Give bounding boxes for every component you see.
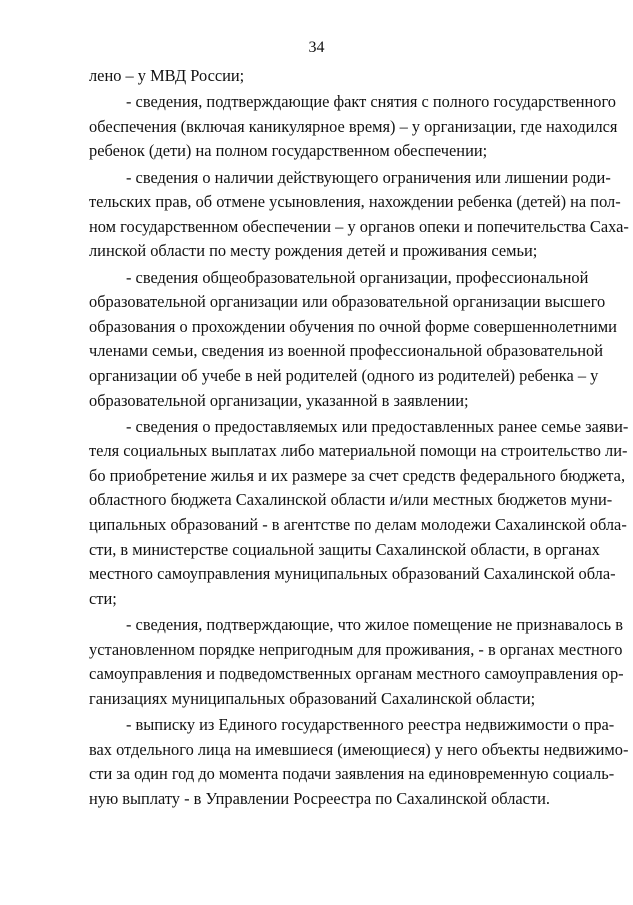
text-line: ребенок (дети) на полном государственном обеспечении; (89, 141, 488, 161)
text-line: - выписку из Единого государственного реестра недвижимости о пра- (126, 715, 615, 734)
text-line: тельских прав, об отмене усыновления, нахождении ребенка (детей) на пол- (89, 192, 621, 212)
text-line: ном государственном обеспечении – у органов опеки и попечительства Саха- (89, 216, 629, 236)
paragraph (89, 613, 624, 711)
text-line: - сведения, подтверждающие факт снятия с полного государственного (126, 92, 616, 112)
text-line: установленном порядке непригодным для проживания, - в органах местного (89, 639, 623, 659)
text-line: сти; (89, 588, 117, 608)
text-line: - сведения о наличии действующего ограничения или лишении роди- (126, 167, 611, 187)
paragraph (89, 64, 587, 89)
text-line: теля социальных выплатах либо материальной помощи на строительство ли- (89, 441, 628, 461)
text-line: членами семьи, сведения из военной профессиональной образовательной (89, 341, 604, 361)
text-line: ную выплату - в Управлении Росреестра по Сахалинской области. (89, 788, 550, 808)
paragraph (89, 90, 618, 164)
text-line: сти, в министерстве социальной защиты Сахалинской области, в органах (89, 539, 600, 559)
paragraph (89, 415, 629, 612)
text-line: - сведения, подтверждающие, что жилое помещение не признавалось в (126, 615, 623, 635)
text-line: местного самоуправления муниципальных образований Сахалинской обла- (89, 564, 616, 584)
text-line: образовательной организации, указанной в заявлении; (89, 390, 469, 410)
text-line: - сведения общеобразовательной организации, профессиональной (126, 267, 589, 287)
text-line: организации об учебе в ней родителей (одного из родителей) ребенка – у (89, 365, 599, 385)
document-body (89, 64, 629, 813)
paragraph (89, 266, 617, 414)
text-line: сти за один год до момента подачи заявления на единовременную социаль- (89, 764, 615, 784)
page-number: 34 (308, 39, 325, 56)
text-line: линской области по месту рождения детей и проживания семьи; (89, 241, 538, 261)
paragraph (89, 166, 629, 264)
text-line: лено – у МВД России; (89, 66, 245, 85)
text-line: ганизациях муниципальных образований Сахалинской области; (89, 688, 536, 708)
paragraph (89, 713, 629, 811)
text-line: бо приобретение жилья и их размере за счет средств федерального бюджета, (89, 465, 626, 485)
text-line: областного бюджета Сахалинской области и/или местных бюджетов муни- (89, 490, 613, 510)
text-line: - сведения о предоставляемых или предоставленных ранее семье заяви- (126, 416, 629, 436)
text-line: образования о прохождении обучения по очной форме совершеннолетними (89, 316, 617, 336)
text-line: обеспечения (включая каникулярное время) – у организации, где находился (89, 116, 618, 136)
text-line: ципальных образований - в агентстве по делам молодежи Сахалинской обла- (89, 515, 627, 535)
text-line: образовательной организации или образовательной организации высшего (89, 292, 606, 312)
text-line: вах отдельного лица на имевшиеся (имеющиеся) у него объекты недвижимо- (89, 739, 629, 759)
text-line: самоуправления и подведомственных органам местного самоуправления ор- (89, 664, 624, 684)
